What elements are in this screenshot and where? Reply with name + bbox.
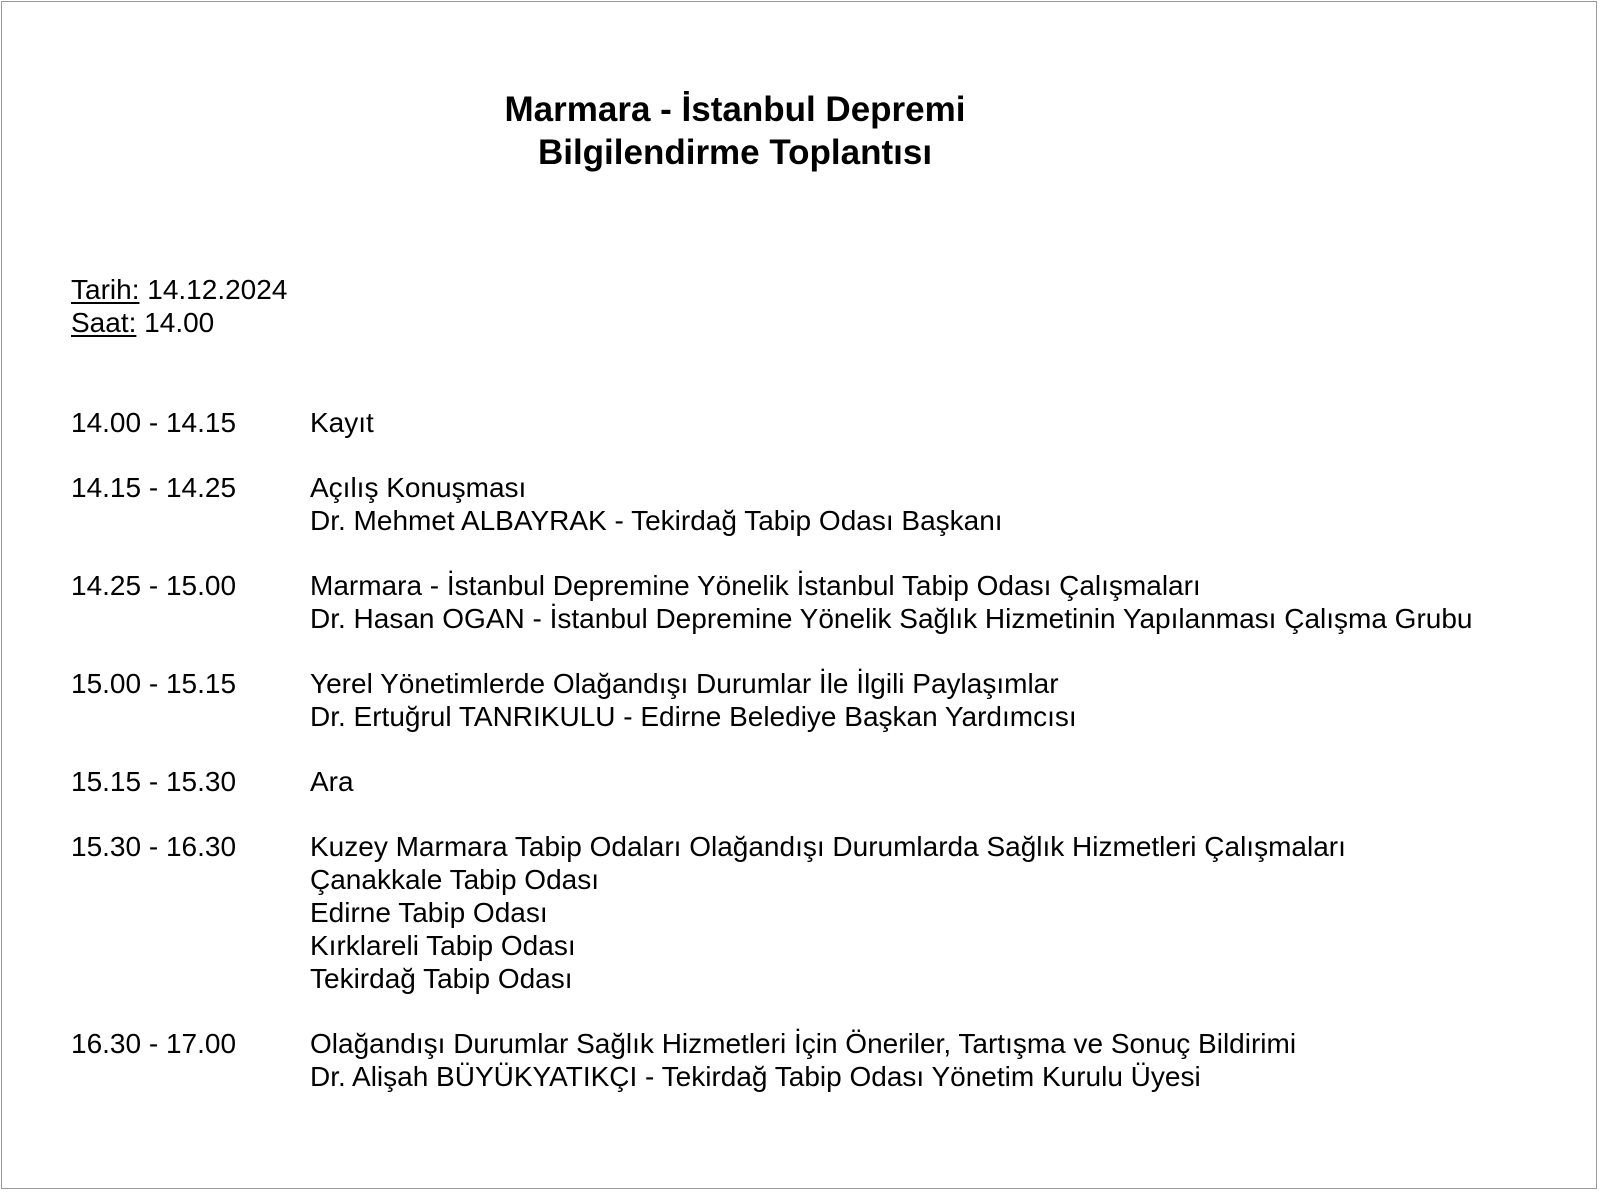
slot-line: Kırklareli Tabip Odası [310,930,576,961]
slot-line: Dr. Mehmet ALBAYRAK - Tekirdağ Tabip Odası Başkanı [310,505,1003,536]
slot-body [310,667,1571,733]
slot-line: Ara [310,766,354,797]
slot-time: 15.00 - 15.15 [71,668,237,699]
title-line-2: Bilgilendirme Toplantısı [537,133,933,172]
slot-line: Olağandışı Durumlar Sağlık Hizmetleri İçin Öneriler, Tartışma ve Sonuç Bildirimi [310,1028,1297,1059]
slot-time: 14.15 - 14.25 [71,472,237,503]
slot-line: Yerel Yönetimlerde Olağandışı Durumlar İle İlgili Paylaşımlar [310,668,1059,699]
slot-line: Dr. Alişah BÜYÜKYATIKÇI - Tekirdağ Tabip Odası Yönetim Kurulu Üyesi [310,1061,1201,1092]
slot-body [310,569,1571,635]
slot-line: Tekirdağ Tabip Odası [310,963,573,994]
slot-line: Dr. Ertuğrul TANRIKULU - Edirne Belediye Başkan Yardımcısı [310,701,1077,732]
slot-time: 15.15 - 15.30 [71,766,237,797]
slot-line: Kayıt [310,407,374,438]
schedule-slot [71,406,1571,439]
slot-time: 14.00 - 14.15 [71,407,237,438]
schedule-slot [71,830,1571,995]
date-value: 14.12.2024 [147,274,288,305]
slot-line: Açılış Konuşması [310,472,527,503]
schedule-slot [71,569,1571,635]
time-row [71,306,287,339]
slot-time: 15.30 - 16.30 [71,831,237,862]
slot-body [310,406,1571,439]
slot-line: Edirne Tabip Odası [310,897,548,928]
date-label: Tarih: [71,274,140,305]
schedule [71,406,1571,1125]
document-title [0,88,1470,174]
schedule-slot [71,765,1571,798]
date-row [71,273,287,306]
slot-time: 16.30 - 17.00 [71,1028,237,1059]
slot-body [310,1027,1571,1093]
slot-time: 14.25 - 15.00 [71,570,237,601]
time-label: Saat: [71,307,137,338]
time-value: 14.00 [144,307,215,338]
slot-body [310,830,1571,995]
meeting-meta [71,273,287,339]
slot-body [310,765,1571,798]
schedule-slot [71,1027,1571,1093]
title-line-1: Marmara - İstanbul Depremi [504,90,966,129]
slot-body [310,471,1571,537]
schedule-slot [71,471,1571,537]
slot-line: Marmara - İstanbul Depremine Yönelik İstanbul Tabip Odası Çalışmaları [310,570,1201,601]
schedule-slot [71,667,1571,733]
slot-line: Kuzey Marmara Tabip Odaları Olağandışı Durumlarda Sağlık Hizmetleri Çalışmaları [310,831,1346,862]
slot-line: Çanakkale Tabip Odası [310,864,599,895]
slot-line: Dr. Hasan OGAN - İstanbul Depremine Yönelik Sağlık Hizmetinin Yapılanması Çalışma Grubu [310,603,1473,634]
